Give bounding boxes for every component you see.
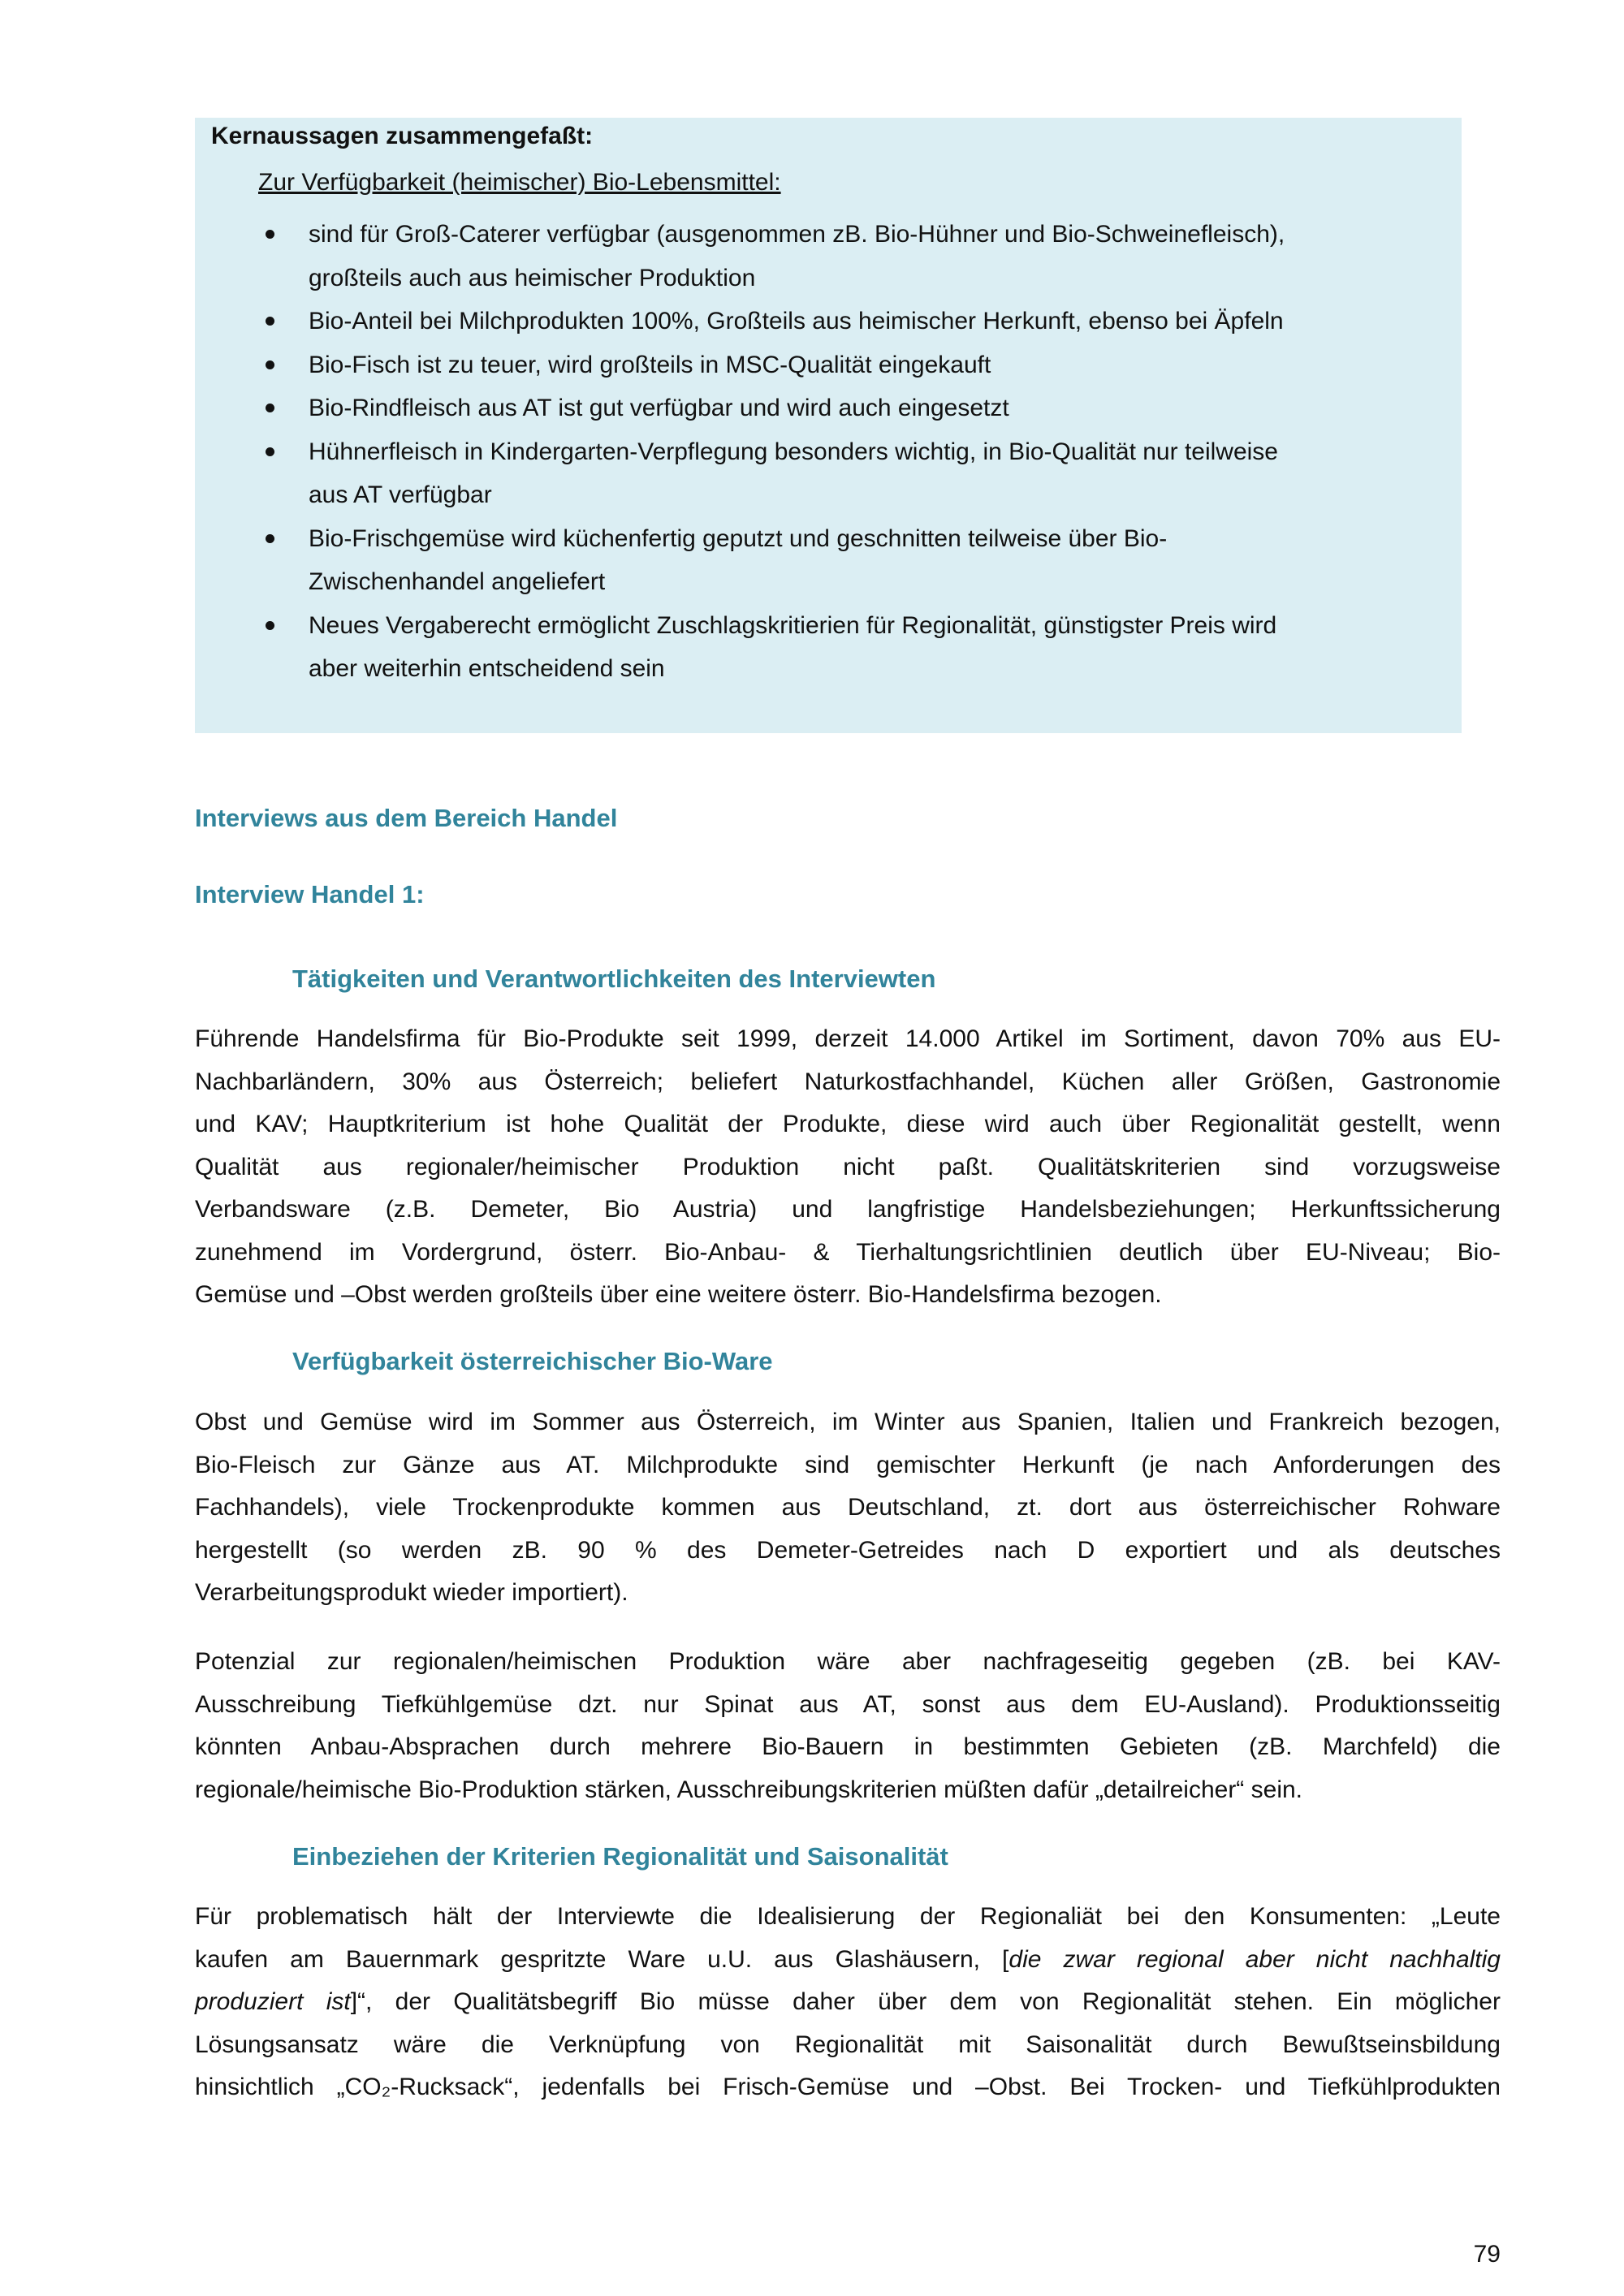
text-line: regionale/heimische Bio-Produktion stärken, Ausschreibungskriterien müßten dafür „detailreicher“ sein. (195, 1776, 1303, 1803)
text-line (195, 1939, 1501, 1982)
text-line (195, 1981, 1501, 2024)
section-heading: Interviews aus dem Bereich Handel (195, 804, 618, 832)
bullet-text: aber weiterhin entscheidend sein (309, 655, 665, 682)
text-line: Führende Handelsfirma für Bio-Produkte seit 1999, derzeit 14.000 Artikel im Sortiment, davon 70% aus EU- (195, 1025, 1501, 1052)
bullet-text: Bio-Fisch ist zu teuer, wird großteils in MSC-Qualität eingekauft (309, 351, 991, 378)
bullet-icon (266, 317, 274, 326)
page-number: 79 (1473, 2241, 1501, 2268)
text-segment: ]“, der Qualitätsbegriff Bio müsse daher über dem von Regionalität stehen. Ein möglicher (350, 1988, 1501, 2015)
bullet-text: Neues Vergaberecht ermöglicht Zuschlagskritierien für Regionalität, günstigster Preis wird (309, 611, 1277, 639)
bullet-text: aus AT verfügbar (309, 481, 492, 508)
summary-subtitle: Zur Verfügbarkeit (heimischer) Bio-Lebensmittel: (258, 169, 781, 196)
bullet-text: Bio-Frischgemüse wird küchenfertig geputzt und geschnitten teilweise über Bio- (309, 524, 1168, 552)
text-line: Ausschreibung Tiefkühlgemüse dzt. nur Spinat aus AT, sonst aus dem EU-Ausland). Produktionsseitig (195, 1690, 1501, 1718)
bullet-text: Bio-Anteil bei Milchprodukten 100%, Großteils aus heimischer Herkunft, ebenso bei Äpfeln (309, 308, 1284, 334)
text-line: Bio-Fleisch zur Gänze aus AT. Milchprodukte sind gemischter Herkunft (je nach Anforderungen des (195, 1451, 1501, 1478)
bullet-icon (266, 534, 274, 543)
paragraph-potential (195, 1641, 1501, 1811)
text-line: Lösungsansatz wäre die Verknüpfung von Regionalität mit Saisonalität durch Bewußtseinsbildung (195, 2031, 1501, 2058)
paragraph-regionality (195, 1896, 1501, 2109)
bullet-icon (266, 404, 274, 412)
text-line: Gemüse und –Obst werden großteils über eine weitere österr. Bio-Handelsfirma bezogen. (195, 1281, 1162, 1308)
text-line: Potenzial zur regionalen/heimischen Produktion wäre aber nachfrageseitig gegeben (zB. bei KAV- (195, 1648, 1501, 1675)
text-line: Verbandsware (z.B. Demeter, Bio Austria) und langfristige Handelsbeziehungen; Herkunftssicherung (195, 1196, 1501, 1223)
bullet-icon (266, 447, 274, 456)
bullet-icon (266, 230, 274, 239)
text-line: könnten Anbau-Absprachen durch mehrere Bio-Bauern in bestimmten Gebieten (zB. Marchfeld) die (195, 1733, 1501, 1760)
bullet-icon (266, 621, 274, 630)
text-line: Nachbarländern, 30% aus Österreich; beliefert Naturkostfachhandel, Küchen aller Größen, Gastronomie (195, 1068, 1501, 1095)
text-line: hergestellt (so werden zB. 90 % des Demeter-Getreides nach D exportiert und als deutsches (195, 1536, 1501, 1564)
bullet-text: Zwischenhandel angeliefert (309, 568, 606, 595)
text-line: Für problematisch hält der Interviewte die Idealisierung der Regionaliät bei den Konsumenten: „Leute (195, 1903, 1501, 1930)
paragraph-activities (195, 1018, 1501, 1317)
interview-heading: Interview Handel 1: (195, 880, 425, 908)
subheading-activities: Tätigkeiten und Verantwortlichkeiten des Interviewten (292, 965, 936, 993)
bullet-text: Hühnerfleisch in Kindergarten-Verpflegung besonders wichtig, in Bio-Qualität nur teilweise (309, 438, 1278, 465)
text-line: Verarbeitungsprodukt wieder importiert). (195, 1579, 628, 1606)
bullet-text: großteils auch aus heimischer Produktion (309, 264, 756, 291)
subheading-availability: Verfügbarkeit österreichischer Bio-Ware (292, 1347, 773, 1375)
bullet-text: Bio-Rindfleisch aus AT ist gut verfügbar und wird auch eingesetzt (309, 395, 1009, 421)
bullet-text: sind für Groß-Caterer verfügbar (ausgenommen zB. Bio-Hühner und Bio-Schweinefleisch), (309, 221, 1285, 248)
italic-quote: produziert ist (195, 1988, 351, 2015)
text-line: Fachhandels), viele Trockenprodukte kommen aus Deutschland, zt. dort aus österreichischer Rohware (195, 1494, 1501, 1521)
text-line: Obst und Gemüse wird im Sommer aus Österreich, im Winter aus Spanien, Italien und Frankreich bezogen, (195, 1409, 1501, 1435)
text-line: und KAV; Hauptkriterium ist hohe Qualität der Produkte, diese wird auch über Regionalität gestellt, wenn (195, 1111, 1501, 1137)
text-line: hinsichtlich „CO₂-Rucksack“, jedenfalls bei Frisch-Gemüse und –Obst. Bei Trocken- und Tiefkühlprodukten (195, 2074, 1501, 2100)
text-line: zunehmend im Vordergrund, österr. Bio-Anbau- & Tierhaltungsrichtlinien deutlich über EU-Niveau; Bio- (195, 1238, 1501, 1266)
summary-title: Kernaussagen zusammengefaßt: (211, 123, 594, 149)
text-line: Qualität aus regionaler/heimischer Produktion nicht paßt. Qualitätskriterien sind vorzugsweise (195, 1153, 1501, 1180)
subheading-regionality: Einbeziehen der Kriterien Regionalität und Saisonalität (292, 1842, 948, 1871)
text-segment: kaufen am Bauernmark gespritzte Ware u.U. aus Glashäusern, [ (195, 1945, 1009, 1973)
paragraph-availability (195, 1401, 1501, 1615)
bullet-icon (266, 360, 274, 369)
italic-quote: die zwar regional aber nicht nachhaltig (1009, 1945, 1501, 1973)
